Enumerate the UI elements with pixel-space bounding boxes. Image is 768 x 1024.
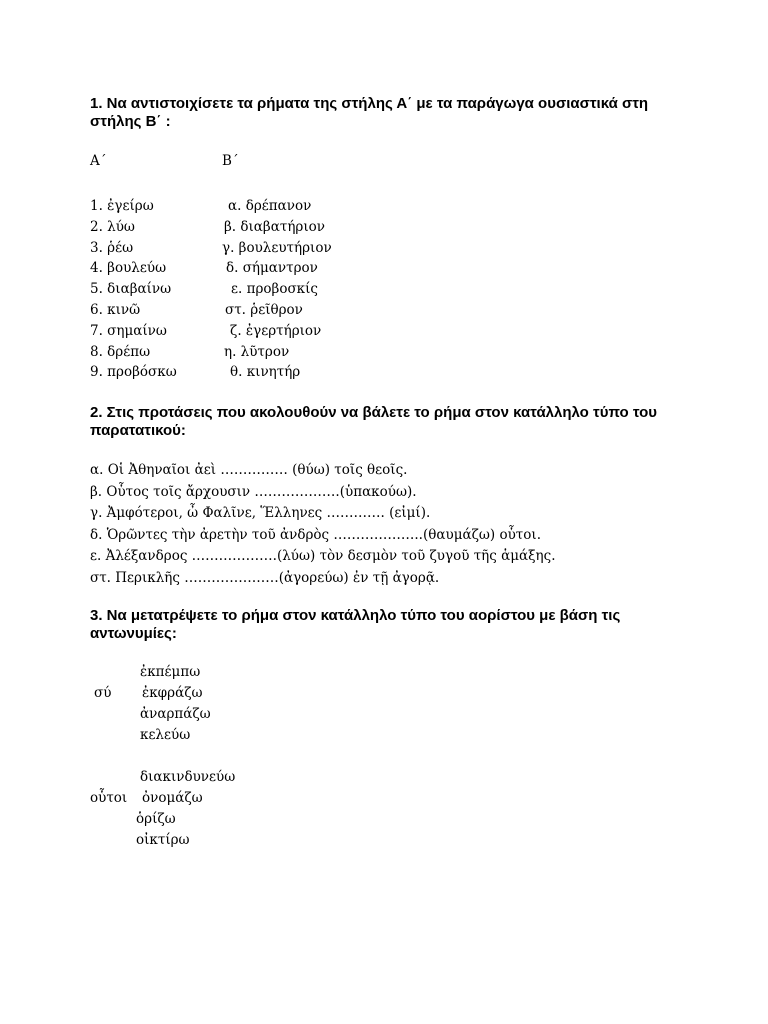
exercise-3-heading: 3. Να μετατρέψετε το ρήμα στον κατάλληλο τύπο του αορίστου με βάση τις αντωνυμίες: <box>90 607 621 642</box>
list-item: γ. Ἀμφότεροι, ὦ Φαλῖνε, Ἕλληνες …………. (εἰμί). <box>90 505 431 521</box>
column-b-header: Β΄ <box>222 153 239 169</box>
verb-item: ἐκπέμπω <box>140 664 201 680</box>
noun-item: δ. σήμαντρον <box>226 260 318 277</box>
pronoun-label: οὗτοι <box>90 790 128 806</box>
verb-item: 8. δρέπω <box>90 343 151 360</box>
verb-item: ἐκφράζω <box>142 685 203 701</box>
verb-item: διακινδυνεύω <box>140 769 236 785</box>
column-a-header: Α΄ <box>90 153 107 169</box>
list-item: στ. Περικλῆς …………………(ἀγορεύω) ἐν τῇ ἀγορᾷ. <box>90 569 440 586</box>
verb-item: 1. ἐγείρω <box>90 198 154 214</box>
verb-item: ὁρίζω <box>136 811 176 827</box>
noun-item: ζ. ἐγερτήριον <box>230 322 322 339</box>
verb-item: ὀνομάζω <box>142 790 203 806</box>
noun-item: θ. κινητήρ <box>230 364 301 381</box>
exercise-1-heading: 1. Να αντιστοιχίσετε τα ρήματα της στήλης Α΄ με τα παράγωγα ουσιαστικά στη στήλης Β΄ : <box>90 95 649 130</box>
list-item: ε. Ἀλέξανδρος ……………….(λύω) τὸν δεσμὸν τοῦ ζυγοῦ τῆς ἁμάξης. <box>90 548 556 564</box>
verb-item: 7. σημαίνω <box>90 322 167 339</box>
verb-item: κελεύω <box>140 727 191 743</box>
pronoun-label: σύ <box>94 685 112 701</box>
list-item: α. Οἱ Ἀθηναῖοι ἀεὶ …………… (θύω) τοῖς θεοῖς. <box>90 462 408 478</box>
noun-item: η. λῦτρον <box>224 343 290 360</box>
noun-item: στ. ῥεῖθρον <box>225 301 303 318</box>
noun-item: α. δρέπανον <box>228 198 312 214</box>
verb-item: ἀναρπάζω <box>140 706 211 722</box>
verb-item: 5. διαβαίνω <box>90 281 172 298</box>
verb-item: 6. κινῶ <box>90 301 141 318</box>
verb-item: 3. ῥέω <box>90 239 134 256</box>
verb-item: 9. προβόσκω <box>90 364 177 381</box>
verb-item: 2. λύω <box>90 218 135 235</box>
verb-item: οἰκτίρω <box>136 832 190 848</box>
verb-item: 4. βουλεύω <box>90 260 167 277</box>
list-item: δ. Ὁρῶντες τὴν ἀρετὴν τοῦ ἀνδρὸς ………………..(θαυμάζω) οὗτοι. <box>90 526 541 543</box>
noun-item: ε. προβοσκίς <box>231 281 318 298</box>
list-item: β. Οὗτος τοῖς ἄρχουσιν ……………….(ὑπακούω). <box>90 483 417 500</box>
noun-item: β. διαβατήριον <box>224 218 325 235</box>
exercise-2-heading: 2. Στις προτάσεις που ακολουθούν να βάλετε το ρήμα στον κατάλληλο τύπο του παρατατικού: <box>90 404 658 439</box>
noun-item: γ. βουλευτήριον <box>222 239 332 256</box>
sentence-list <box>90 460 556 589</box>
